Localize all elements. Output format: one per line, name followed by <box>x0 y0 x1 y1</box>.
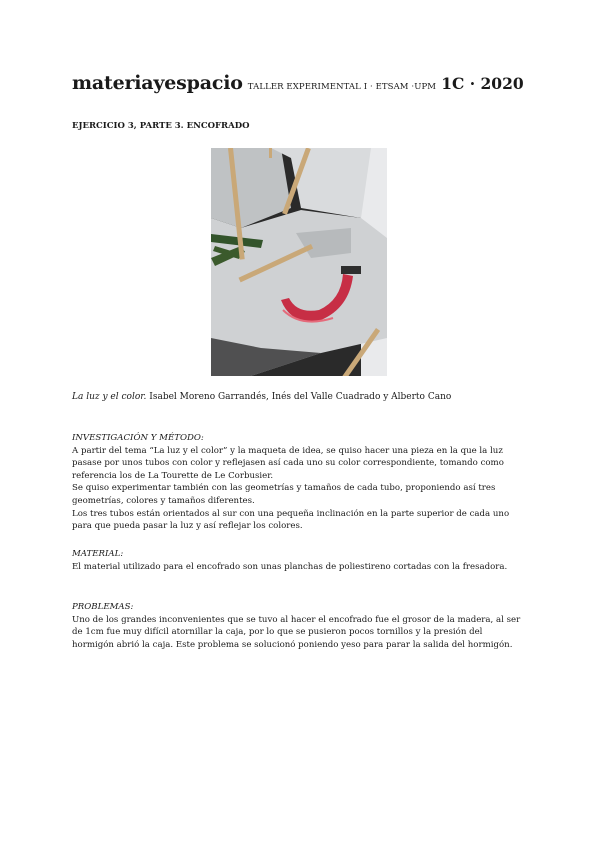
paragraph-line: referencia los de La Tourette de Le Corbusier. <box>72 470 274 481</box>
section-investigacion <box>72 432 532 533</box>
caption-authors: Isabel Moreno Garrandés, Inés del Valle Cuadrado y Alberto Cano <box>146 392 452 402</box>
page-header <box>72 72 524 94</box>
paragraph-line: Se quiso experimentar también con las geometrías y tamaños de cada tubo, proponiendo así tres <box>72 483 496 494</box>
section-problemas <box>72 601 532 651</box>
photo-illustration <box>211 148 387 376</box>
paragraph-line: Uno de los grandes inconvenientes que se tuvo al hacer el encofrado fue el grosor de la madera, al ser <box>72 614 521 625</box>
paragraph-line: de 1cm fue muy difícil atornillar la caja, por lo que se pusieron pocos tornillos y la presión del <box>72 627 483 638</box>
exercise-title: EJERCICIO 3, PARTE 3. ENCOFRADO <box>72 121 250 131</box>
photo-caption <box>72 392 451 402</box>
paragraph-line: El material utilizado para el encofrado son unas planchas de poliestireno cortadas con la fresadora. <box>72 561 508 572</box>
course-label: 1C · 2020 <box>441 74 524 93</box>
paragraph-line: A partir del tema “La luz y el color” y la maqueta de idea, se quiso hacer una pieza en la que la luz <box>72 445 503 456</box>
section-heading: INVESTIGACIÓN Y MÉTODO: <box>72 433 204 443</box>
paragraph-line: pasase por unos tubos con color y reflejasen así cada uno su color correspondiente, tomando como <box>72 458 504 469</box>
paragraph-line: hormigón abrió la caja. Este problema se solucionó poniendo yeso para parar la salida del hormigón. <box>72 639 513 650</box>
section-heading: MATERIAL: <box>72 549 124 559</box>
section-material <box>72 548 532 573</box>
caption-title: La luz y el color. <box>72 392 147 402</box>
paragraph-line: geometrías, colores y tamaños diferentes. <box>72 495 255 506</box>
paragraph-line: para que pueda pasar la luz y así reflejar los colores. <box>72 521 303 532</box>
formwork-model-photo <box>211 148 387 376</box>
paragraph-line: Los tres tubos están orientados al sur con una pequeña inclinación en la parte superior de cada uno <box>72 508 510 519</box>
brand-title: materiayespacio <box>72 72 243 94</box>
taller-label: TALLER EXPERIMENTAL I · ETSAM ·UPM <box>247 82 437 92</box>
section-heading: PROBLEMAS: <box>72 602 134 612</box>
